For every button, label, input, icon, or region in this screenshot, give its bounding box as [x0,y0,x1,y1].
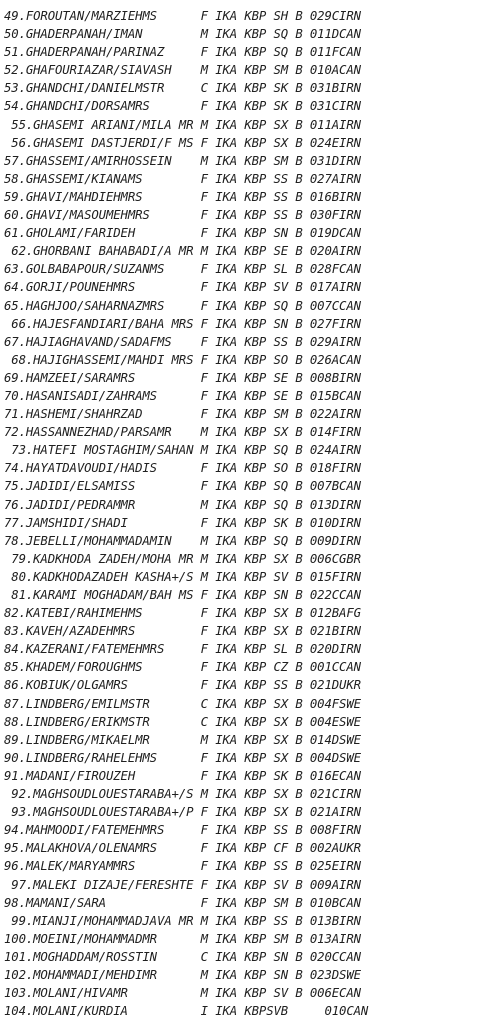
passenger-row: 98.MAMANI/SARA F IKA KBP SM B 010BCAN [4,895,361,910]
passenger-row: 84.KAZERANI/FATEMEHMRS F IKA KBP SL B 020DIRN [4,642,361,657]
passenger-row: 50.GHADERPANAH/IMAN M IKA KBP SQ B 011DCAN [4,27,361,42]
passenger-row: 61.GHOLAMI/FARIDEH F IKA KBP SN B 019DCAN [4,226,361,241]
passenger-row: 66.HAJESFANDIARI/BAHA MRS F IKA KBP SN B 027FIRN [4,316,361,331]
passenger-row: 53.GHANDCHI/DANIELMSTR C IKA KBP SK B 031BIRN [4,81,361,96]
passenger-row: 97.MALEKI DIZAJE/FERESHTE F IKA KBP SV B 009AIRN [4,877,361,892]
passenger-row: 83.KAVEH/AZADEHMRS F IKA KBP SX B 021BIRN [4,624,361,639]
passenger-row: 79.KADKHODA ZADEH/MOHA MR M IKA KBP SX B 006CGBR [4,551,361,566]
passenger-row: 77.JAMSHIDI/SHADI F IKA KBP SK B 010DIRN [4,515,361,530]
passenger-row: 103.MOLANI/HIVAMR M IKA KBP SV B 006ECAN [4,986,361,1001]
passenger-row: 101.MOGHADDAM/ROSSTIN C IKA KBP SN B 020CCAN [4,949,361,964]
passenger-row: 86.KOBIUK/OLGAMRS F IKA KBP SS B 021DUKR [4,678,361,693]
passenger-row: 88.LINDBERG/ERIKMSTR C IKA KBP SX B 004ESWE [4,714,361,729]
passenger-row: 52.GHAFOURIAZAR/SIAVASH M IKA KBP SM B 010ACAN [4,63,361,78]
passenger-row: 90.LINDBERG/RAHELEHMS F IKA KBP SX B 004DSWE [4,750,361,765]
passenger-row: 95.MALAKHOVA/OLENAMRS F IKA KBP CF B 002AUKR [4,841,361,856]
passenger-row: 89.LINDBERG/MIKAELMR M IKA KBP SX B 014DSWE [4,732,361,747]
passenger-row: 100.MOEINI/MOHAMMADMR M IKA KBP SM B 013AIRN [4,931,361,946]
passenger-row: 56.GHASEMI DASTJERDI/F MS F IKA KBP SX B 024EIRN [4,135,361,150]
passenger-row: 87.LINDBERG/EMILMSTR C IKA KBP SX B 004FSWE [4,696,361,711]
passenger-row: 81.KARAMI MOGHADAM/BAH MS F IKA KBP SN B 022CCAN [4,588,361,602]
passenger-row: 69.HAMZEEI/SARAMRS F IKA KBP SE B 008BIRN [4,370,361,385]
passenger-row: 70.HASANISADI/ZAHRAMS F IKA KBP SE B 015BCAN [4,388,361,403]
passenger-row: 58.GHASSEMI/KIANAMS F IKA KBP SS B 027AIRN [4,171,361,186]
passenger-row: 74.HAYATDAVOUDI/HADIS F IKA KBP SO B 018FIRN [4,461,361,476]
passenger-row: 76.JADIDI/PEDRAMMR M IKA KBP SQ B 013DIRN [4,497,361,512]
passenger-row: 93.MAGHSOUDLOUESTARABA+/P F IKA KBP SX B 021AIRN [4,805,361,820]
passenger-row: 91.MADANI/FIROUZEH F IKA KBP SK B 016ECAN [4,768,361,783]
passenger-row: 65.HAGHJOO/SAHARNAZMRS F IKA KBP SQ B 007CCAN [4,298,361,313]
passenger-row: 96.MALEK/MARYAMMRS F IKA KBP SS B 025EIRN [4,859,361,874]
passenger-row: 94.MAHMOODI/FATEMEHMRS F IKA KBP SS B 008FIRN [4,823,361,838]
passenger-row: 72.HASSANNEZHAD/PARSAMR M IKA KBP SX B 014FIRN [4,425,361,440]
passenger-row: 78.JEBELLI/MOHAMMADAMIN M IKA KBP SQ B 009DIRN [4,533,361,548]
passenger-row: 62.GHORBANI BAHABADI/A MR M IKA KBP SE B 020AIRN [4,244,361,259]
passenger-row: 85.KHADEM/FOROUGHMS F IKA KBP CZ B 001CCAN [4,660,361,675]
passenger-row: 59.GHAVI/MAHDIEHMRS F IKA KBP SS B 016BIRN [4,189,361,204]
passenger-row: 63.GOLBABAPOUR/SUZANMS F IKA KBP SL B 028FCAN [4,262,361,277]
passenger-row: 82.KATEBI/RAHIMEHMS F IKA KBP SX B 012BAFG [4,606,361,621]
passenger-row: 67.HAJIAGHAVAND/SADAFMS F IKA KBP SS B 029AIRN [4,334,361,349]
passenger-row: 49.FOROUTAN/MARZIEHMS F IKA KBP SH B 029CIRN [4,9,361,23]
passenger-row: 80.KADKHODAZADEH KASHA+/S M IKA KBP SV B 015FIRN [4,569,361,584]
passenger-row: 64.GORJI/POUNEHMRS F IKA KBP SV B 017AIRN [4,280,361,295]
passenger-row: 68.HAJIGHASSEMI/MAHDI MRS F IKA KBP SO B 026ACAN [4,352,361,367]
passenger-row: 104.MOLANI/KURDIA I IKA KBPSVB 010CAN [4,1004,369,1019]
passenger-row: 55.GHASEMI ARIANI/MILA MR M IKA KBP SX B 011AIRN [4,117,361,132]
passenger-row: 73.HATEFI MOSTAGHIM/SAHAN M IKA KBP SQ B 024AIRN [4,443,361,458]
passenger-list [4,7,486,1020]
passenger-row: 92.MAGHSOUDLOUESTARABA+/S M IKA KBP SX B 021CIRN [4,787,361,802]
passenger-row: 71.HASHEMI/SHAHRZAD F IKA KBP SM B 022AIRN [4,407,361,422]
passenger-row: 54.GHANDCHI/DORSAMRS F IKA KBP SK B 031CIRN [4,99,361,114]
passenger-row: 75.JADIDI/ELSAMISS F IKA KBP SQ B 007BCAN [4,479,361,494]
passenger-row: 60.GHAVI/MASOUMEHMRS F IKA KBP SS B 030FIRN [4,208,361,223]
passenger-row: 51.GHADERPANAH/PARINAZ F IKA KBP SQ B 011FCAN [4,45,361,60]
passenger-row: 57.GHASSEMI/AMIRHOSSEIN M IKA KBP SM B 031DIRN [4,153,361,168]
passenger-row: 99.MIANJI/MOHAMMADJAVA MR M IKA KBP SS B 013BIRN [4,913,361,928]
passenger-row: 102.MOHAMMADI/MEHDIMR M IKA KBP SN B 023DSWE [4,967,361,982]
